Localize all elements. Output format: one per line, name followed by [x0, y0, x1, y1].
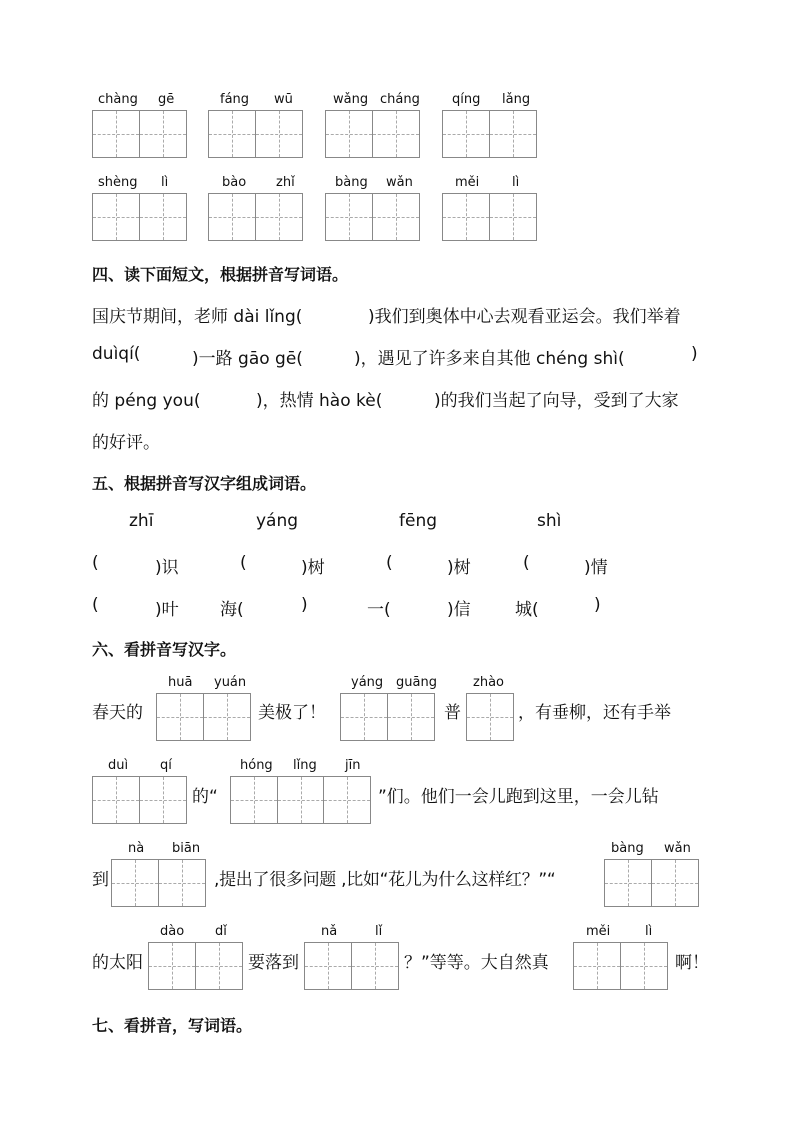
passage-text: 到 [92, 870, 109, 890]
pinyin-label: lǎng [502, 92, 531, 107]
blank-word: )识 [155, 558, 179, 578]
passage-text: )，遇见了许多来自其他 chéng shì( [354, 349, 625, 369]
passage-text: 的 péng you( [92, 391, 201, 411]
pinyin-label: qíng [452, 92, 481, 107]
writing-grid[interactable] [442, 193, 535, 241]
pinyin-label: duì [108, 758, 129, 773]
passage-text: 美极了！ [258, 703, 326, 723]
blank-word: 一( [367, 600, 391, 620]
blank-word: )信 [447, 600, 471, 620]
passage-text: )一路 gāo gē( [192, 349, 303, 369]
passage-text: 普 [444, 703, 461, 723]
writing-grid[interactable] [208, 110, 301, 158]
passage-text: )我们到奥体中心去观看亚运会。我们举着 [368, 307, 681, 327]
pinyin-label: yáng [351, 675, 384, 690]
blank-close: ) [594, 595, 601, 615]
passage-text: 的“ [192, 787, 218, 807]
passage-text: ，有垂柳，还有手举 [518, 703, 671, 723]
blank-open: ( [92, 595, 99, 615]
passage-text: 的好评。 [92, 433, 160, 453]
pinyin-label: huā [168, 675, 193, 690]
pinyin-label: chàng [98, 92, 138, 107]
section-5-title: 五、根据拼音写汉字组成词语。 [92, 474, 317, 493]
pinyin-label: zhào [473, 675, 504, 690]
blank-word: 海( [220, 600, 244, 620]
section-6-title: 六、看拼音写汉字。 [92, 640, 237, 659]
pinyin-label: bàng [335, 175, 368, 190]
blank-word: )树 [301, 558, 325, 578]
pinyin-label: dào [160, 924, 185, 939]
pinyin-label: měi [586, 924, 611, 939]
pinyin-label: lǐ [375, 924, 383, 939]
writing-grid[interactable] [340, 693, 433, 741]
passage-text: ？”等等。大自然真 [404, 953, 549, 973]
pinyin-label: shì [537, 511, 562, 531]
blank-word: )叶 [155, 600, 179, 620]
writing-grid[interactable] [325, 193, 418, 241]
writing-grid[interactable] [92, 110, 185, 158]
pinyin-label: dǐ [215, 924, 227, 939]
pinyin-label: bàng [611, 841, 644, 856]
pinyin-label: nǎ [321, 924, 338, 939]
passage-text: 啊！ [675, 953, 709, 973]
writing-grid[interactable] [92, 776, 185, 824]
passage-text: )的我们当起了向导，受到了大家 [434, 391, 679, 411]
pinyin-label: nà [128, 841, 145, 856]
pinyin-label: jīn [345, 758, 361, 773]
blank-word: )树 [447, 558, 471, 578]
passage-text: ,提出了很多问题 ,比如“花儿为什么这样红？”“ [214, 870, 556, 890]
pinyin-label: qí [160, 758, 172, 773]
blank-word: 城( [515, 600, 539, 620]
pinyin-label: guāng [396, 675, 437, 690]
passage-text: )，热情 hào kè( [256, 391, 383, 411]
passage-text: 要落到 [248, 953, 299, 973]
writing-grid[interactable] [208, 193, 301, 241]
blank-open: ( [523, 553, 530, 573]
writing-grid[interactable] [573, 942, 666, 990]
passage-text: duìqí( [92, 344, 141, 364]
writing-grid[interactable] [304, 942, 397, 990]
pinyin-label: fáng [220, 92, 250, 107]
passage-text: 的太阳 [92, 953, 143, 973]
passage-text: ) [691, 344, 698, 364]
passage-text: 国庆节期间，老师 dài lǐng( [92, 307, 303, 327]
pinyin-label: shèng [98, 175, 138, 190]
passage-text: ”们。他们一会儿跑到这里，一会儿钻 [378, 787, 659, 807]
writing-grid[interactable] [111, 859, 204, 907]
pinyin-label: biān [172, 841, 201, 856]
pinyin-label: yáng [256, 511, 299, 531]
blank-open: ( [92, 553, 99, 573]
pinyin-label: wǎn [386, 175, 413, 190]
pinyin-label: gē [158, 92, 175, 107]
pinyin-label: zhǐ [276, 175, 295, 190]
blank-word: )情 [584, 558, 608, 578]
blank-close: ) [301, 595, 308, 615]
pinyin-label: lì [512, 175, 520, 190]
writing-grid[interactable] [230, 776, 370, 824]
blank-open: ( [386, 553, 393, 573]
writing-grid[interactable] [325, 110, 418, 158]
writing-grid[interactable] [604, 859, 697, 907]
writing-grid[interactable] [148, 942, 241, 990]
pinyin-label: hóng [240, 758, 273, 773]
passage-text: 春天的 [92, 703, 143, 723]
pinyin-label: wū [274, 92, 293, 107]
section-4-title: 四、读下面短文，根据拼音写词语。 [92, 265, 349, 284]
pinyin-label: cháng [380, 92, 420, 107]
pinyin-label: bào [222, 175, 247, 190]
writing-grid[interactable] [156, 693, 249, 741]
blank-open: ( [240, 553, 247, 573]
pinyin-label: měi [455, 175, 480, 190]
pinyin-label: lǐng [293, 758, 317, 773]
pinyin-label: wǎng [333, 92, 369, 107]
pinyin-label: lì [161, 175, 169, 190]
section-7-title: 七、看拼音，写词语。 [92, 1016, 253, 1035]
pinyin-label: fēng [399, 511, 438, 531]
writing-grid[interactable] [466, 693, 513, 741]
pinyin-label: yuán [214, 675, 247, 690]
pinyin-label: zhī [129, 511, 154, 531]
pinyin-label: lì [645, 924, 653, 939]
writing-grid[interactable] [442, 110, 535, 158]
writing-grid[interactable] [92, 193, 185, 241]
pinyin-label: wǎn [664, 841, 691, 856]
